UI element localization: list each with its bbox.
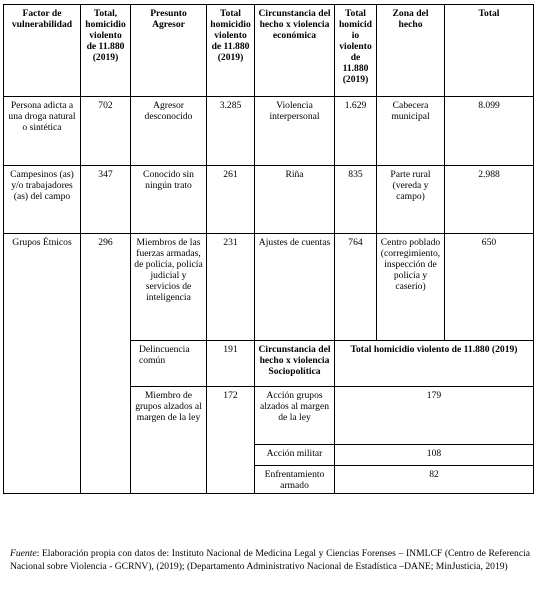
circunstancia-cell: Ajustes de cuentas — [255, 234, 335, 341]
header-presunto-agresor: Presunto Agresor — [131, 5, 207, 97]
zona-total-cell: 650 — [445, 234, 534, 341]
sociopolitica-cell: Acción militar — [255, 445, 335, 466]
zona-cell: Cabecera municipal — [377, 97, 445, 166]
header-total: Total — [445, 5, 534, 97]
factor-cell: Grupos Étnicos — [4, 234, 81, 494]
sociopolitica-cell: Enfrentamiento armado — [255, 466, 335, 494]
footnote-label: Fuente — [10, 548, 37, 559]
agresor-total-cell: 191 — [207, 341, 255, 387]
agresor-cell: Miembros de las fuerzas armadas, de policía, policía judicial y servicios de inteligencia — [131, 234, 207, 341]
table-row — [4, 97, 534, 166]
header-circunstancia-sociopolitica: Circunstancia del hecho x violencia Sociopolítica — [255, 341, 335, 387]
footnote-text: : Elaboración propia con datos de: Instituto Nacional de Medicina Legal y Ciencias Forenses – INMLCF (Centro de Referencia Nacional sobre Violencia - GCRNV), (2019); (Departamento Administrativo Nacional de Estadística –DANE; MinJusticia, 2019) — [10, 548, 530, 572]
header-total-homicidio-2: Total homicidio violento de 11.880 (2019) — [207, 5, 255, 97]
factor-total-cell: 296 — [81, 234, 131, 494]
header-total-sociopolitica: Total homicidio violento de 11.880 (2019) — [335, 341, 534, 387]
header-zona: Zona del hecho — [377, 5, 445, 97]
table-row — [4, 234, 534, 341]
zona-total-cell: 2.988 — [445, 166, 534, 234]
homicide-table — [3, 4, 534, 494]
agresor-cell: Delincuencia común — [131, 341, 207, 387]
sociopolitica-cell: Acción grupos alzados al margen de la ley — [255, 387, 335, 445]
header-total-homicidio-3: Total homicidio violento de 11.880 (2019) — [335, 5, 377, 97]
agresor-total-cell: 261 — [207, 166, 255, 234]
sociopolitica-total-cell: 82 — [335, 466, 534, 494]
factor-total-cell: 347 — [81, 166, 131, 234]
agresor-total-cell: 172 — [207, 387, 255, 494]
agresor-cell: Agresor desconocido — [131, 97, 207, 166]
factor-total-cell: 702 — [81, 97, 131, 166]
circunstancia-cell: Violencia interpersonal — [255, 97, 335, 166]
zona-cell: Parte rural (vereda y campo) — [377, 166, 445, 234]
agresor-total-cell: 231 — [207, 234, 255, 341]
circunstancia-total-cell: 764 — [335, 234, 377, 341]
zona-cell: Centro poblado (corregimiento, inspección de policía y caserío) — [377, 234, 445, 341]
source-footnote — [10, 548, 530, 573]
header-circunstancia-economica: Circunstancia del hecho x violencia económica — [255, 5, 335, 97]
circunstancia-total-cell: 835 — [335, 166, 377, 234]
sociopolitica-total-cell: 108 — [335, 445, 534, 466]
circunstancia-cell: Riña — [255, 166, 335, 234]
header-factor: Factor de vulnerabilidad — [4, 5, 81, 97]
table-row — [4, 166, 534, 234]
header-total-homicidio-1: Total, homicidio violento de 11.880 (2019) — [81, 5, 131, 97]
agresor-total-cell: 3.285 — [207, 97, 255, 166]
factor-cell: Persona adicta a una droga natural o sintética — [4, 97, 81, 166]
zona-total-cell: 8.099 — [445, 97, 534, 166]
circunstancia-total-cell: 1.629 — [335, 97, 377, 166]
sociopolitica-total-cell: 179 — [335, 387, 534, 445]
agresor-cell: Conocido sin ningún trato — [131, 166, 207, 234]
factor-cell: Campesinos (as) y/o trabajadores (as) del campo — [4, 166, 81, 234]
agresor-cell: Miembro de grupos alzados al margen de la ley — [131, 387, 207, 494]
header-row — [4, 5, 534, 97]
